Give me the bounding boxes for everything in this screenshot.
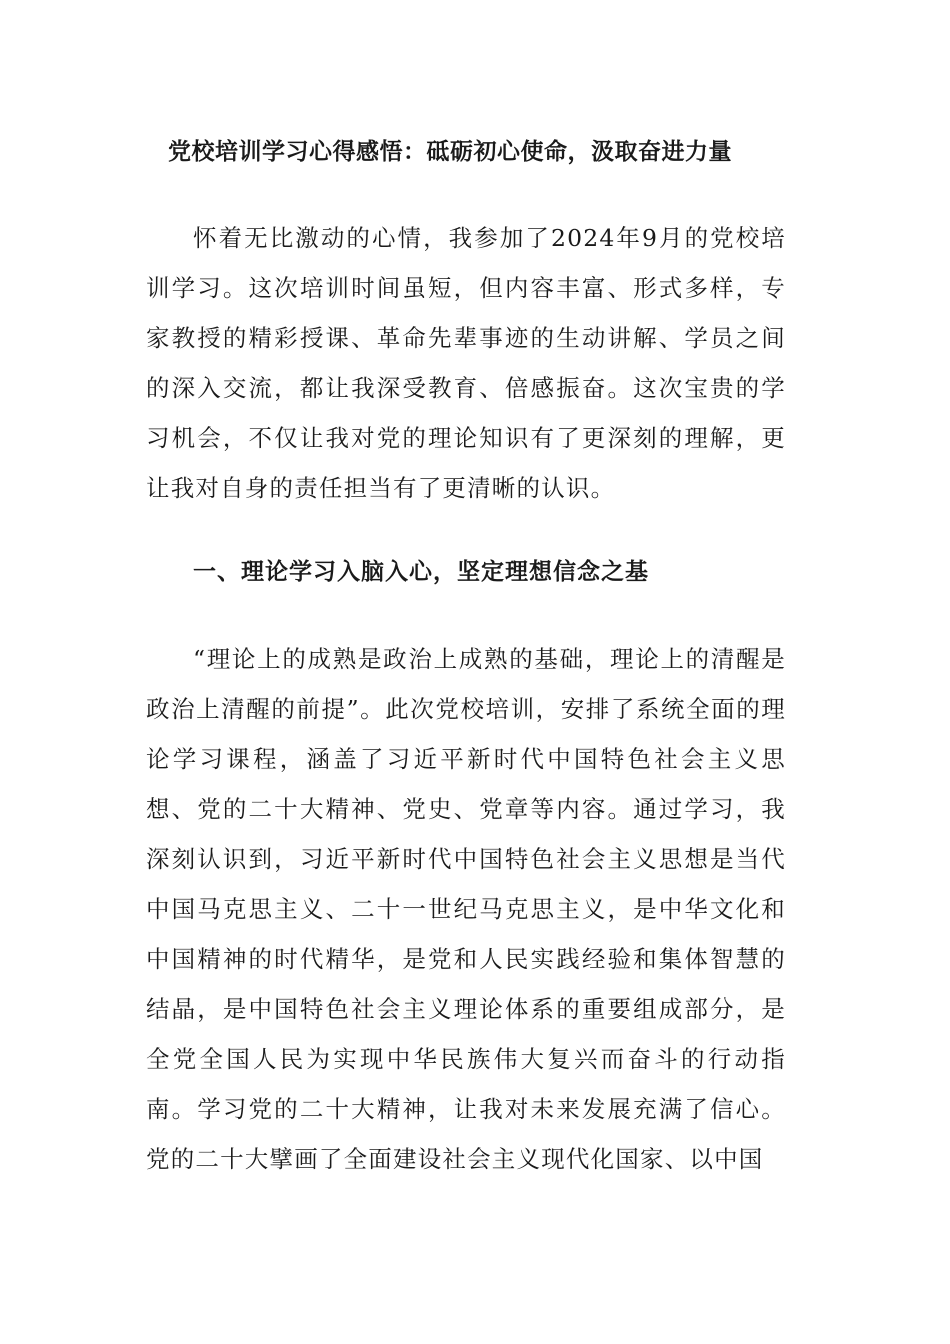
section-1-paragraph: “理论上的成熟是政治上成熟的基础，理论上的清醒是政治上清醒的前提”。此次党校培训，安排了系统全面的理论学习课程，涵盖了习近平新时代中国特色社会主义思想、党的二十大精神、党史、党章等内容。通过学习，我深刻认识到，习近平新时代中国特色社会主义思想是当代中国马克思主义、二十一世纪马克思主义，是中华文化和中国精神的时代精华，是党和人民实践经验和集体智慧的结晶，是中国特色社会主义理论体系的重要组成部分，是全党全国人民为实现中华民族伟大复兴而奋斗的行动指南。学习党的二十大精神，让我对未来发展充满了信心。党的二十大擘画了全面建设社会主义现代化国家、以中国 [146,645,786,1173]
section-1-heading: 一、理论学习入脑入心，坚定理想信念之基 [193,559,649,585]
intro-paragraph: 怀着无比激动的心情，我参加了2024年9月的党校培训学习。这次培训时间虽短，但内容丰富、形式多样，专家教授的精彩授课、革命先辈事迹的生动讲解、学员之间的深入交流，都让我深受教育、倍感振奋。这次宝贵的学习机会，不仅让我对党的理论知识有了更深刻的理解，更让我对自身的责任担当有了更清晰的认识。 [146,224,786,502]
document-title: 党校培训学习心得感悟：砥砺初心使命，汲取奋进力量 [168,139,732,165]
